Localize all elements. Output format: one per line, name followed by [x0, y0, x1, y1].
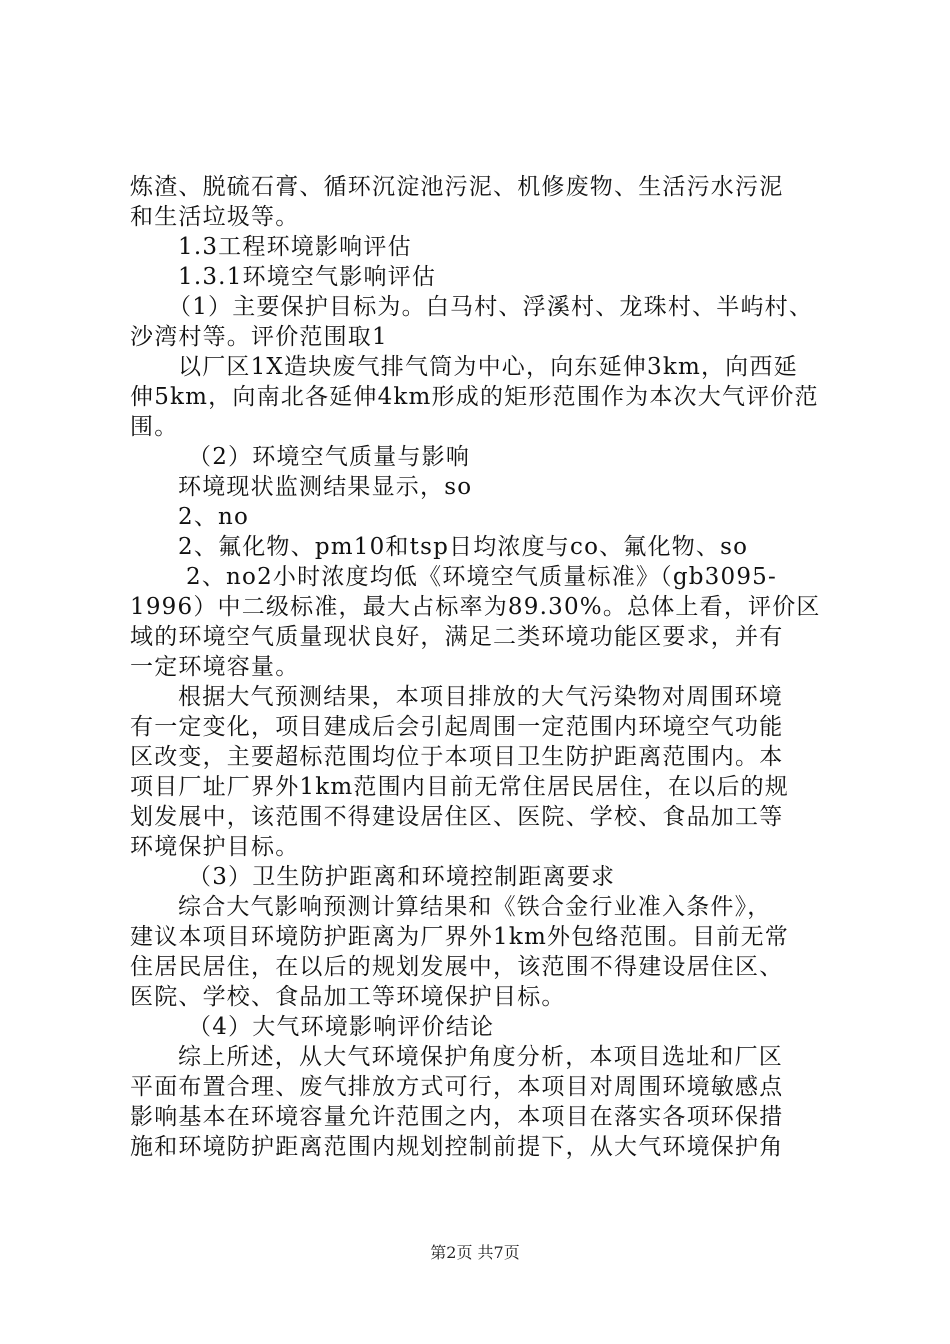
item-heading: （2）环境空气质量与影响	[188, 444, 471, 470]
text-line: 根据大气预测结果，本项目排放的大气污染物对周围环境	[178, 684, 783, 710]
text-line: 2、no2小时浓度均低《环境空气质量标准》（gb3095-	[186, 564, 777, 590]
text-line: 环境现状监测结果显示，so	[178, 474, 473, 500]
document-body	[130, 172, 830, 1162]
item-heading: （4）大气环境影响评价结论	[188, 1014, 495, 1040]
text-line: 项目厂址厂界外1km范围内目前无常住居民居住，在以后的规	[130, 774, 789, 800]
text-line: 综合大气影响预测计算结果和《铁合金行业准入条件》，	[178, 894, 772, 920]
text-line: 沙湾村等。评价范围取1	[130, 324, 388, 350]
subsection-heading: 1.3.1环境空气影响评估	[178, 264, 437, 290]
text-line: 住居民居住，在以后的规划发展中，该范围不得建设居住区、	[130, 954, 784, 980]
text-line: 施和环境防护距离范围内规划控制前提下，从大气环境保护角	[130, 1134, 784, 1160]
text-line: 环境保护目标。	[130, 834, 300, 860]
text-line: 区改变，主要超标范围均位于本项目卫生防护距离范围内。本	[130, 744, 784, 770]
text-line: 炼渣、脱硫石膏、循环沉淀池污泥、机修废物、生活污水污泥	[130, 174, 784, 200]
text-line: 建议本项目环境防护距离为厂界外1km外包络范围。目前无常	[130, 924, 789, 950]
text-line: 伸5km，向南北各延伸4km形成的矩形范围作为本次大气评价范	[130, 384, 819, 410]
text-line: 有一定变化，项目建成后会引起周围一定范围内环境空气功能	[130, 714, 784, 740]
text-line: 影响基本在环境容量允许范围之内，本项目在落实各项环保措	[130, 1104, 784, 1130]
text-line: 1996）中二级标准，最大占标率为89.30%。总体上看，评价区	[130, 594, 821, 620]
text-line: 划发展中，该范围不得建设居住区、医院、学校、食品加工等	[130, 804, 784, 830]
page-number-footer: 第2页 共7页	[430, 1243, 520, 1262]
text-line: 以厂区1X造块废气排气筒为中心，向东延伸3km，向西延	[178, 354, 798, 380]
text-line: 一定环境容量。	[130, 654, 300, 680]
text-line: 医院、学校、食品加工等环境保护目标。	[130, 984, 566, 1010]
text-line: 域的环境空气质量现状良好，满足二类环境功能区要求，并有	[130, 624, 784, 650]
text-line: 围。	[130, 414, 179, 440]
text-line: （1）主要保护目标为。白马村、浮溪村、龙珠村、半屿村、	[168, 294, 814, 320]
text-line: 平面布置合理、废气排放方式可行，本项目对周围环境敏感点	[130, 1074, 784, 1100]
text-line: 2、no	[178, 504, 250, 530]
text-line: 综上所述，从大气环境保护角度分析，本项目选址和厂区	[178, 1044, 783, 1070]
section-heading: 1.3工程环境影响评估	[178, 234, 412, 260]
text-line: 和生活垃圾等。	[130, 204, 300, 230]
item-heading: （3）卫生防护距离和环境控制距离要求	[188, 864, 616, 890]
text-line: 2、氟化物、pm10和tsp日均浓度与co、氟化物、so	[178, 534, 749, 560]
